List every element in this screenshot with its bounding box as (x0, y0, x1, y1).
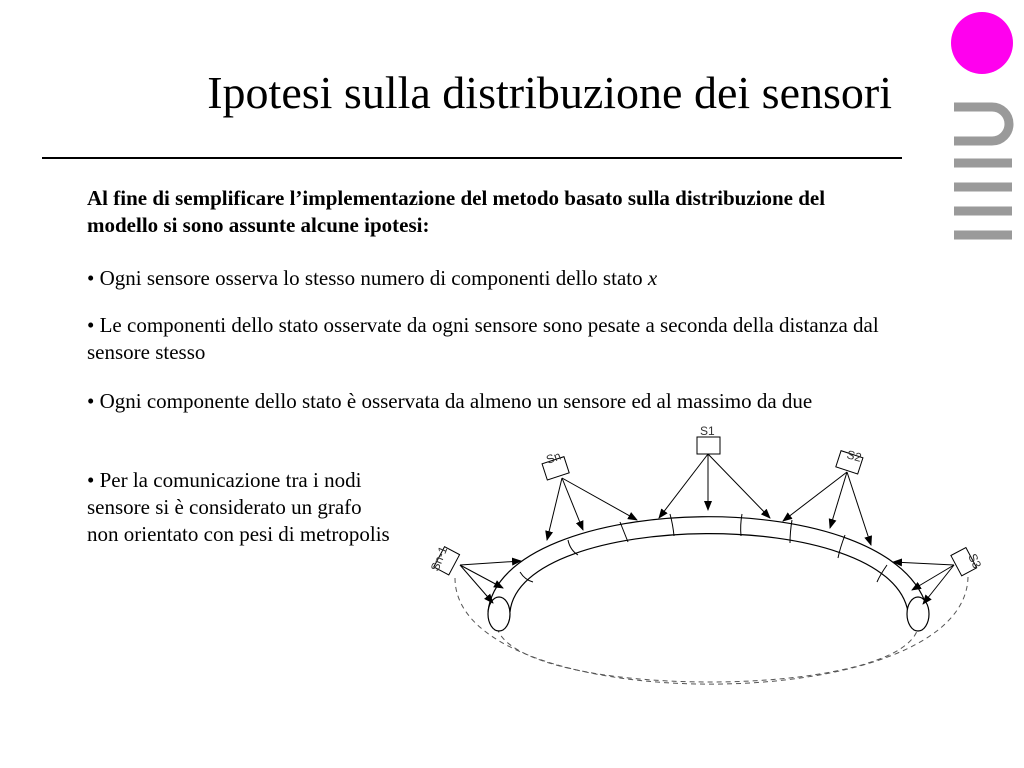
bullet-2: • Le componenti dello stato osservate da ogni sensore sono pesate a seconda della distanza dal sensore stesso (87, 313, 879, 364)
bullet-4: • Per la comunicazione tra i nodi sensore si è considerato un grafo non orientato con pesi di metropolis (87, 468, 390, 546)
arrow-s1 (708, 454, 770, 518)
bullet-text: • Ogni sensore osserva lo stesso numero di componenti dello stato (87, 266, 648, 290)
title-divider (42, 157, 902, 159)
sensor-box (697, 437, 720, 454)
dashed-link (455, 575, 968, 684)
ring-segment (620, 522, 628, 542)
bullet-1 (87, 265, 887, 292)
arrow-s2 (783, 472, 847, 521)
ring-segment (877, 565, 887, 582)
logo-magenta-dot (951, 12, 1013, 74)
state-variable: x (647, 266, 658, 290)
sensor-label-s3: S3 (965, 551, 985, 571)
arrow-sn-1 (460, 561, 521, 565)
arrow-sn (562, 478, 637, 520)
sensor-label-sn-1: Sn-1 (427, 544, 451, 574)
sensor-label-s1: S1 (700, 424, 715, 438)
intro-paragraph: Al fine di semplificare l’implementazione del metodo basato sulla distribuzione del modello si sono assunte alcune ipotesi: (87, 186, 826, 237)
arrow-s1 (659, 454, 708, 518)
slide-title: Ipotesi sulla distribuzione dei sensori (207, 67, 892, 118)
arrow-s2 (830, 472, 847, 528)
sensor-ring-diagram (410, 420, 990, 730)
arrow-s2 (847, 472, 871, 545)
dashed-link (497, 628, 918, 682)
arrow-s3 (893, 562, 954, 565)
sensor-label-s2: S2 (845, 447, 864, 465)
bullet-3: • Ogni componente dello stato è osservata da almeno un sensore ed al massimo da due (87, 389, 813, 413)
arrow-s3 (912, 565, 954, 590)
university-logo (940, 6, 1024, 246)
arrow-sn (547, 478, 562, 540)
arrow-sn (562, 478, 583, 530)
logo-letter-u (954, 107, 1009, 141)
ring-end-left (488, 597, 510, 631)
state-ring-outer (488, 517, 928, 612)
arrow-sn-1 (460, 565, 503, 588)
ring-end-right (907, 597, 929, 631)
sensor-label-sn: Sn (544, 448, 563, 467)
arrow-sn-1 (460, 565, 493, 603)
arrow-s3 (923, 565, 954, 604)
